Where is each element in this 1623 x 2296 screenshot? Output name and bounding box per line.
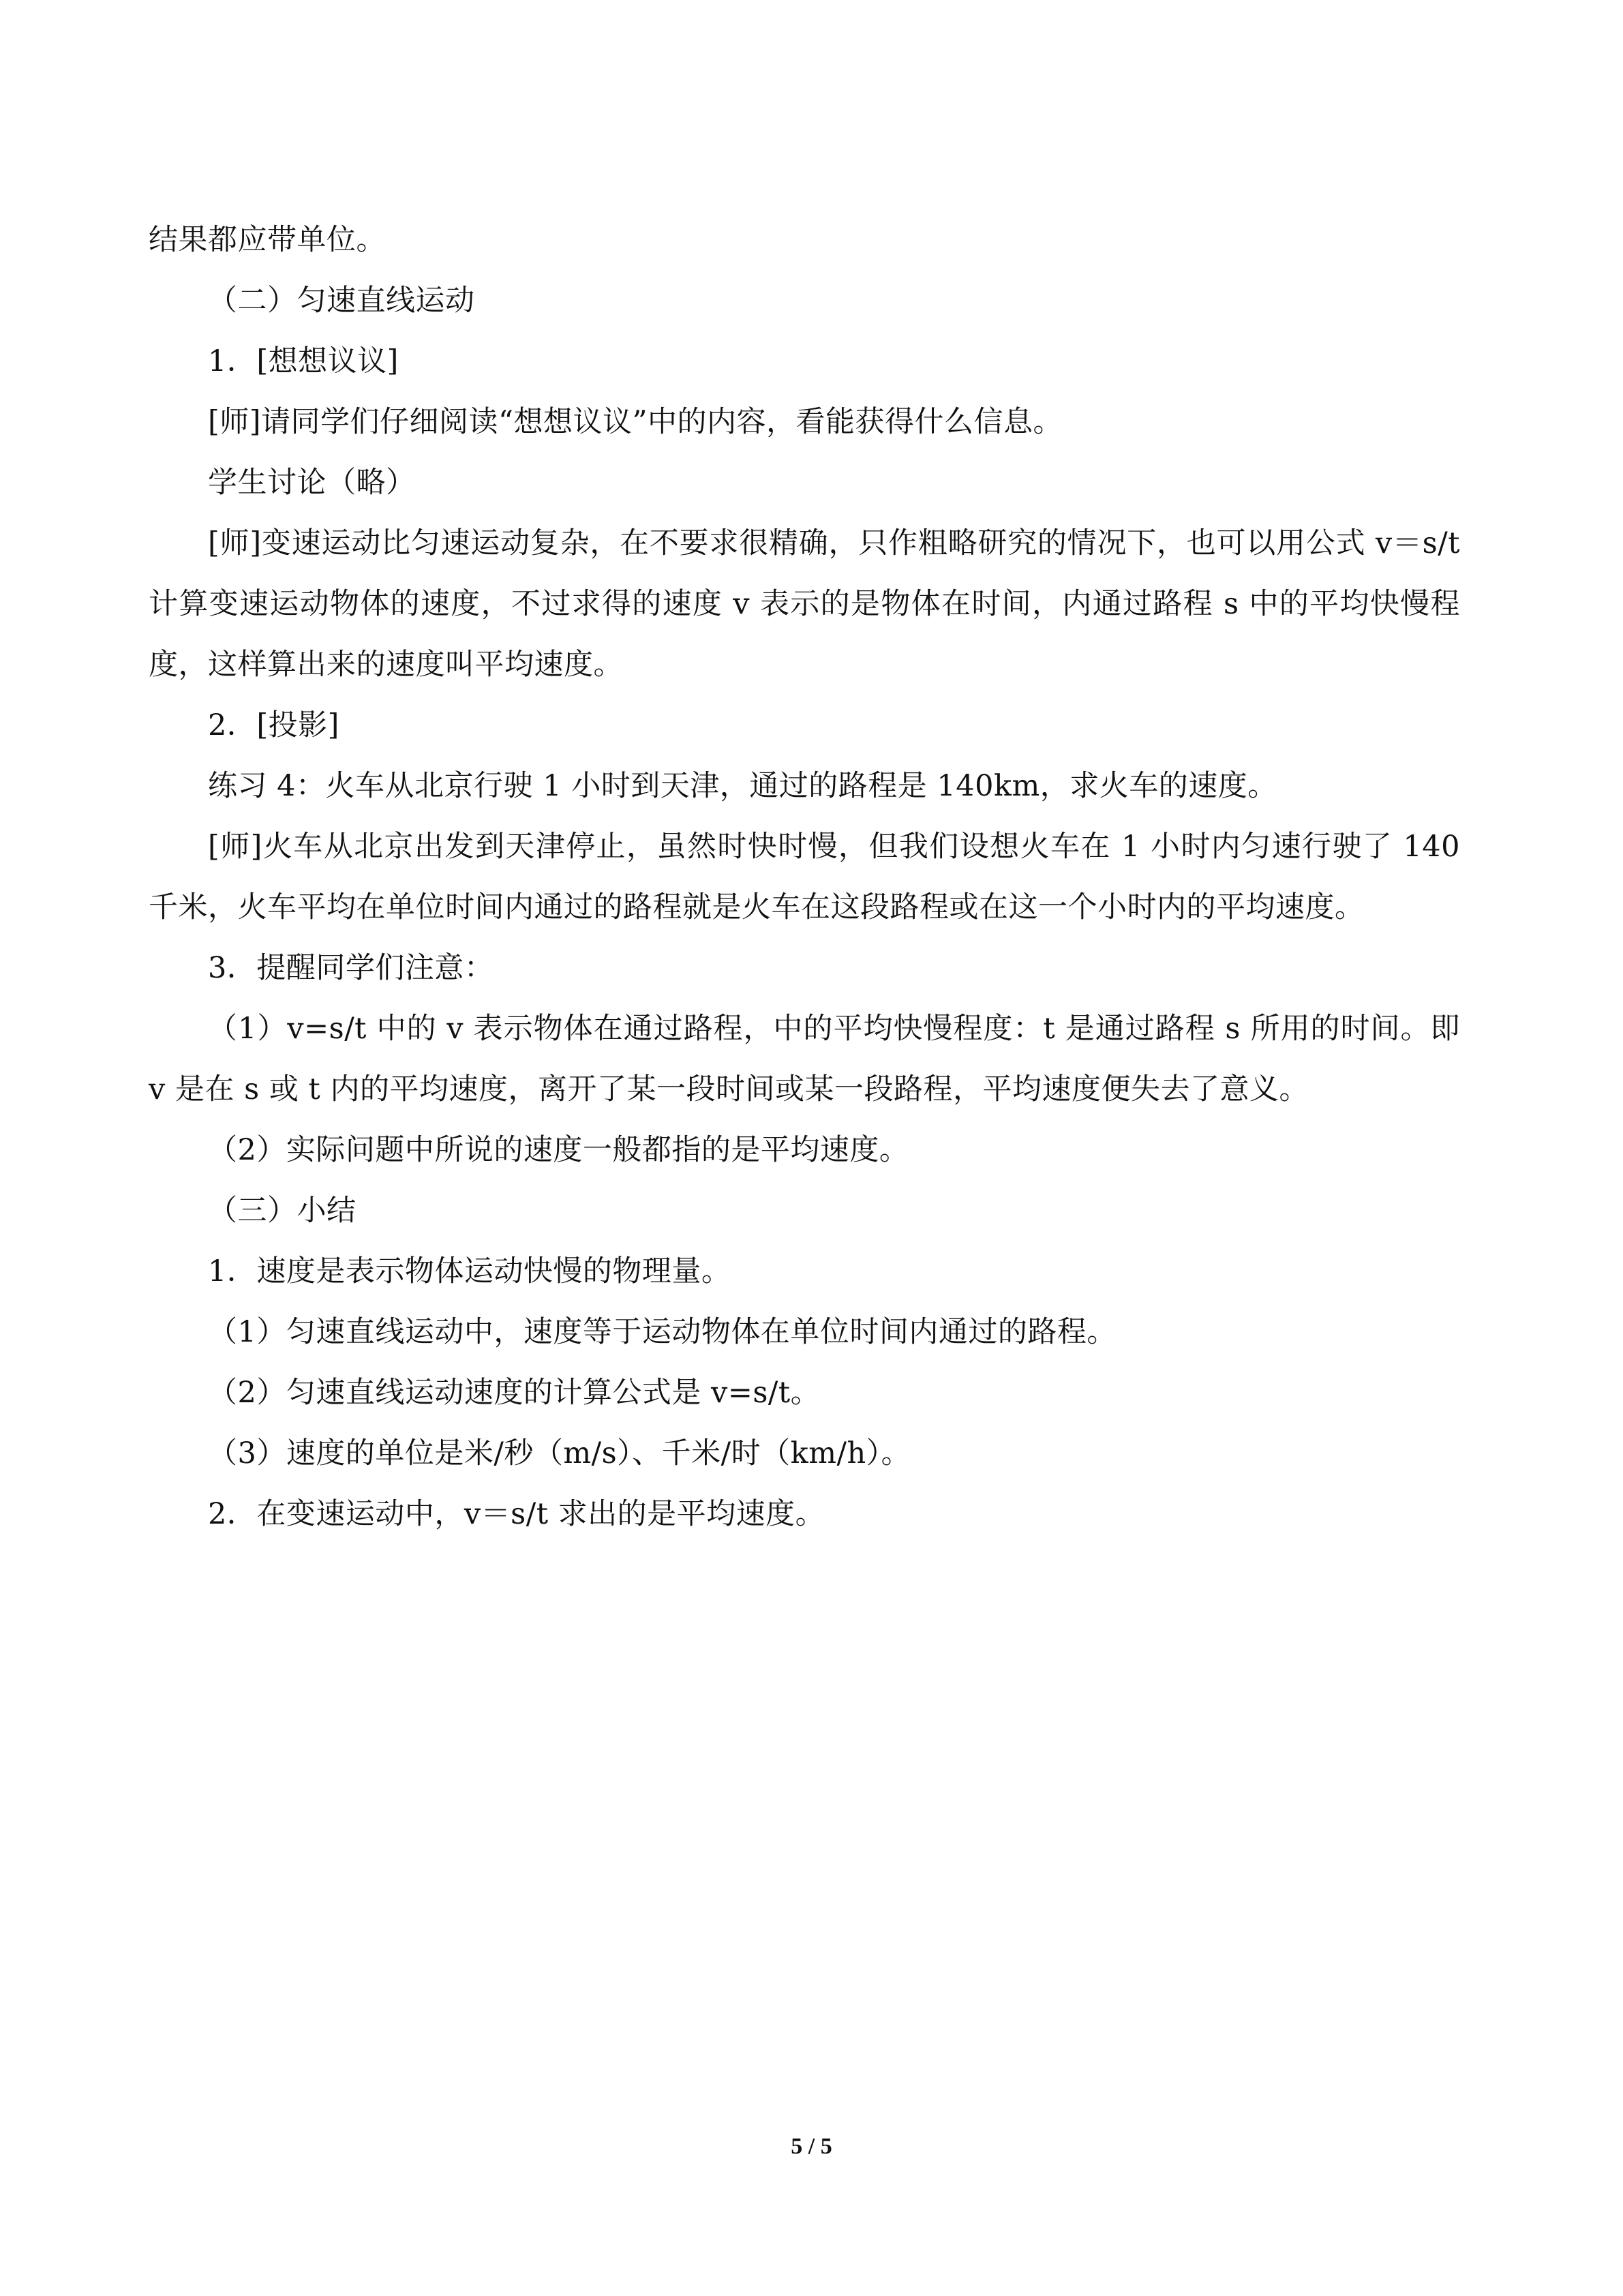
student-discussion: 学生讨论（略） bbox=[208, 466, 416, 500]
item-projection: 2．[投影] bbox=[208, 708, 339, 742]
summary-point-1: 1．速度是表示物体运动快慢的物理量。 bbox=[208, 1254, 731, 1288]
teacher-instruction: [师]请同学们仔细阅读“想想议议”中的内容，看能获得什么信息。 bbox=[208, 405, 1063, 439]
reminder-point-2: （2）实际问题中所说的速度一般都指的是平均速度。 bbox=[208, 1133, 909, 1167]
item-reminder: 3．提醒同学们注意： bbox=[208, 951, 494, 985]
page-number: 5 / 5 bbox=[791, 2134, 832, 2159]
teacher-train-example: [师]火车从北京出发到天津停止，虽然时快时慢，但我们设想火车在 1 小时内匀速行驶了 140 千米，火车平均在单位时间内通过的路程就是火车在这段路程或在这一个小时内的平均速度。 bbox=[149, 830, 1460, 924]
teacher-explanation-average-speed: [师]变速运动比匀速运动复杂，在不要求很精确，只作粗略研究的情况下，也可以用公式 v＝s/t 计算变速运动物体的速度，不过求得的速度 v 表示的是物体在时间，内通过路程 s 中的平均快慢程度，这样算出来的速度叫平均速度。 bbox=[149, 526, 1460, 682]
summary-point-2: 2．在变速运动中，v＝s/t 求出的是平均速度。 bbox=[208, 1497, 825, 1531]
summary-subpoint-2: （2）匀速直线运动速度的计算公式是 v=s/t。 bbox=[208, 1376, 821, 1410]
paragraph-continuation: 结果都应带单位。 bbox=[149, 223, 386, 257]
section-heading-summary: （三）小结 bbox=[208, 1194, 357, 1228]
summary-subpoint-3: （3）速度的单位是米/秒（m/s）、千米/时（km/h）。 bbox=[208, 1436, 911, 1470]
document-body bbox=[149, 210, 1460, 1545]
item-think-discuss: 1．[想想议议] bbox=[208, 344, 399, 378]
summary-subpoint-1: （1）匀速直线运动中，速度等于运动物体在单位时间内通过的路程。 bbox=[208, 1315, 1117, 1349]
exercise-4: 练习 4：火车从北京行驶 1 小时到天津，通过的路程是 140km，求火车的速度。 bbox=[208, 769, 1277, 803]
reminder-point-1: （1）v=s/t 中的 v 表示物体在通过路程，中的平均快慢程度：t 是通过路程 s 所用的时间。即 v 是在 s 或 t 内的平均速度，离开了某一段时间或某一段路程，平均速度便失去了意义。 bbox=[149, 1012, 1460, 1106]
section-heading-uniform-motion: （二）匀速直线运动 bbox=[208, 284, 475, 318]
